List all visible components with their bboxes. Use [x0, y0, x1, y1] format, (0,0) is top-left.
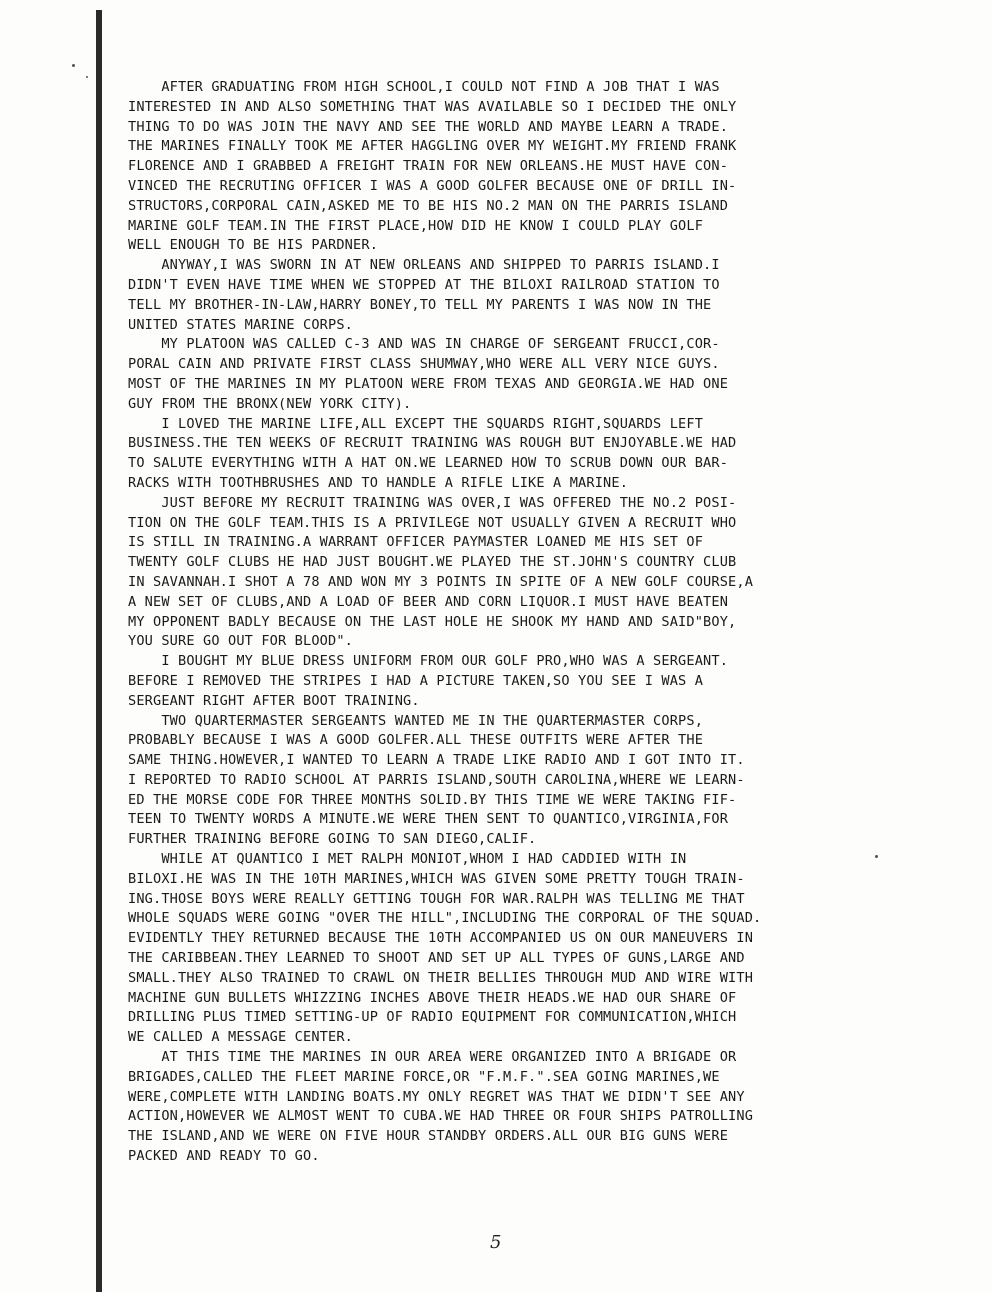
paper-speck [72, 64, 75, 67]
text-line: ANYWAY,I WAS SWORN IN AT NEW ORLEANS AND SHIPPED TO PARRIS ISLAND.I [128, 257, 720, 274]
text-line: JUST BEFORE MY RECRUIT TRAINING WAS OVER,I WAS OFFERED THE NO.2 POSI- [128, 494, 737, 511]
text-line: WHOLE SQUADS WERE GOING "OVER THE HILL",INCLUDING THE CORPORAL OF THE SQUAD. [128, 910, 762, 927]
text-line: ING.THOSE BOYS WERE REALLY GETTING TOUGH FOR WAR.RALPH WAS TELLING ME THAT [128, 890, 745, 907]
text-line: ACTION,HOWEVER WE ALMOST WENT TO CUBA.WE HAD THREE OR FOUR SHIPS PATROLLING [128, 1108, 754, 1125]
text-line: FLORENCE AND I GRABBED A FREIGHT TRAIN FOR NEW ORLEANS.HE MUST HAVE CON- [128, 158, 729, 175]
text-line: IN SAVANNAH.I SHOT A 78 AND WON MY 3 POINTS IN SPITE OF A NEW GOLF COURSE,A [128, 573, 754, 590]
text-line: SAME THING.HOWEVER,I WANTED TO LEARN A TRADE LIKE RADIO AND I GOT INTO IT. [128, 752, 745, 769]
text-line: THE ISLAND,AND WE WERE ON FIVE HOUR STANDBY ORDERS.ALL OUR BIG GUNS WERE [128, 1128, 729, 1145]
text-line: SERGEANT RIGHT AFTER BOOT TRAINING. [128, 692, 420, 709]
text-line: MARINE GOLF TEAM.IN THE FIRST PLACE,HOW DID HE KNOW I COULD PLAY GOLF [128, 217, 704, 234]
text-line: TO SALUTE EVERYTHING WITH A HAT ON.WE LEARNED HOW TO SCRUB DOWN OUR BAR- [128, 455, 729, 472]
text-line: TION ON THE GOLF TEAM.THIS IS A PRIVILEGE NOT USUALLY GIVEN A RECRUIT WHO [128, 514, 737, 531]
text-line: EVIDENTLY THEY RETURNED BECAUSE THE 10TH ACCOMPANIED US ON OUR MANEUVERS IN [128, 930, 754, 947]
text-line: UNITED STATES MARINE CORPS. [128, 316, 354, 333]
text-line: MY PLATOON WAS CALLED C-3 AND WAS IN CHARGE OF SERGEANT FRUCCI,COR- [128, 336, 720, 353]
text-line: IS STILL IN TRAINING.A WARRANT OFFICER PAYMASTER LOANED ME HIS SET OF [128, 534, 704, 551]
text-line: MACHINE GUN BULLETS WHIZZING INCHES ABOVE THEIR HEADS.WE HAD OUR SHARE OF [128, 989, 737, 1006]
text-line: TWO QUARTERMASTER SERGEANTS WANTED ME IN THE QUARTERMASTER CORPS, [128, 712, 704, 729]
text-line: TWENTY GOLF CLUBS HE HAD JUST BOUGHT.WE PLAYED THE ST.JOHN'S COUNTRY CLUB [128, 554, 737, 571]
text-line: I LOVED THE MARINE LIFE,ALL EXCEPT THE SQUARDS RIGHT,SQUARDS LEFT [128, 415, 704, 432]
text-line: I BOUGHT MY BLUE DRESS UNIFORM FROM OUR GOLF PRO,WHO WAS A SERGEANT. [128, 653, 729, 670]
text-line: ED THE MORSE CODE FOR THREE MONTHS SOLID.BY THIS TIME WE WERE TAKING FIF- [128, 791, 737, 808]
text-line: SMALL.THEY ALSO TRAINED TO CRAWL ON THEIR BELLIES THROUGH MUD AND WIRE WITH [128, 969, 754, 986]
text-line: PORAL CAIN AND PRIVATE FIRST CLASS SHUMWAY,WHO WERE ALL VERY NICE GUYS. [128, 356, 720, 373]
text-line: DIDN'T EVEN HAVE TIME WHEN WE STOPPED AT THE BILOXI RAILROAD STATION TO [128, 276, 720, 293]
text-line: WERE,COMPLETE WITH LANDING BOATS.MY ONLY REGRET WAS THAT WE DIDN'T SEE ANY [128, 1088, 745, 1105]
text-line: WE CALLED A MESSAGE CENTER. [128, 1029, 354, 1046]
text-line: THE CARIBBEAN.THEY LEARNED TO SHOOT AND SET UP ALL TYPES OF GUNS,LARGE AND [128, 950, 745, 967]
text-line: MOST OF THE MARINES IN MY PLATOON WERE FROM TEXAS AND GEORGIA.WE HAD ONE [128, 375, 729, 392]
text-line: A NEW SET OF CLUBS,AND A LOAD OF BEER AND CORN LIQUOR.I MUST HAVE BEATEN [128, 593, 729, 610]
page-number: 5 [490, 1232, 502, 1253]
text-line: THE MARINES FINALLY TOOK ME AFTER HAGGLING OVER MY WEIGHT.MY FRIEND FRANK [128, 138, 737, 155]
text-line: WHILE AT QUANTICO I MET RALPH MONIOT,WHOM I HAD CADDIED WITH IN [128, 851, 687, 868]
binding-edge-line [96, 10, 102, 1292]
text-line: AFTER GRADUATING FROM HIGH SCHOOL,I COULD NOT FIND A JOB THAT I WAS [128, 79, 720, 95]
text-line: MY OPPONENT BADLY BECAUSE ON THE LAST HOLE HE SHOOK MY HAND AND SAID"BOY, [128, 613, 737, 630]
text-line: FURTHER TRAINING BEFORE GOING TO SAN DIEGO,CALIF. [128, 831, 537, 848]
text-line: TEEN TO TWENTY WORDS A MINUTE.WE WERE THEN SENT TO QUANTICO,VIRGINIA,FOR [128, 811, 729, 828]
text-line: TELL MY BROTHER-IN-LAW,HARRY BONEY,TO TELL MY PARENTS I WAS NOW IN THE [128, 296, 712, 313]
text-line: BEFORE I REMOVED THE STRIPES I HAD A PICTURE TAKEN,SO YOU SEE I WAS A [128, 672, 704, 689]
text-line: STRUCTORS,CORPORAL CAIN,ASKED ME TO BE HIS NO.2 MAN ON THE PARRIS ISLAND [128, 197, 729, 214]
text-line: I REPORTED TO RADIO SCHOOL AT PARRIS ISLAND,SOUTH CAROLINA,WHERE WE LEARN- [128, 771, 745, 788]
text-line: BILOXI.HE WAS IN THE 10TH MARINES,WHICH WAS GIVEN SOME PRETTY TOUGH TRAIN- [128, 870, 745, 887]
text-line: BUSINESS.THE TEN WEEKS OF RECRUIT TRAINING WAS ROUGH BUT ENJOYABLE.WE HAD [128, 435, 737, 452]
text-line: THING TO DO WAS JOIN THE NAVY AND SEE THE WORLD AND MAYBE LEARN A TRADE. [128, 118, 729, 135]
text-line: AT THIS TIME THE MARINES IN OUR AREA WERE ORGANIZED INTO A BRIGADE OR [128, 1049, 737, 1066]
text-line: INTERESTED IN AND ALSO SOMETHING THAT WAS AVAILABLE SO I DECIDED THE ONLY [128, 98, 737, 115]
text-line: GUY FROM THE BRONX(NEW YORK CITY). [128, 395, 412, 412]
text-line: PROBABLY BECAUSE I WAS A GOOD GOLFER.ALL THESE OUTFITS WERE AFTER THE [128, 732, 704, 749]
text-line: PACKED AND READY TO GO. [128, 1148, 320, 1165]
text-line: WELL ENOUGH TO BE HIS PARDNER. [128, 237, 379, 254]
text-line: BRIGADES,CALLED THE FLEET MARINE FORCE,OR "F.M.F.".SEA GOING MARINES,WE [128, 1068, 720, 1085]
typed-body-text [128, 78, 918, 1167]
text-line: DRILLING PLUS TIMED SETTING-UP OF RADIO EQUIPMENT FOR COMMUNICATION,WHICH [128, 1009, 737, 1026]
text-line: RACKS WITH TOOTHBRUSHES AND TO HANDLE A RIFLE LIKE A MARINE. [128, 474, 629, 491]
paper-speck [86, 76, 88, 78]
text-line: YOU SURE GO OUT FOR BLOOD". [128, 633, 354, 650]
text-line: VINCED THE RECRUTING OFFICER I WAS A GOOD GOLFER BECAUSE ONE OF DRILL IN- [128, 177, 737, 194]
